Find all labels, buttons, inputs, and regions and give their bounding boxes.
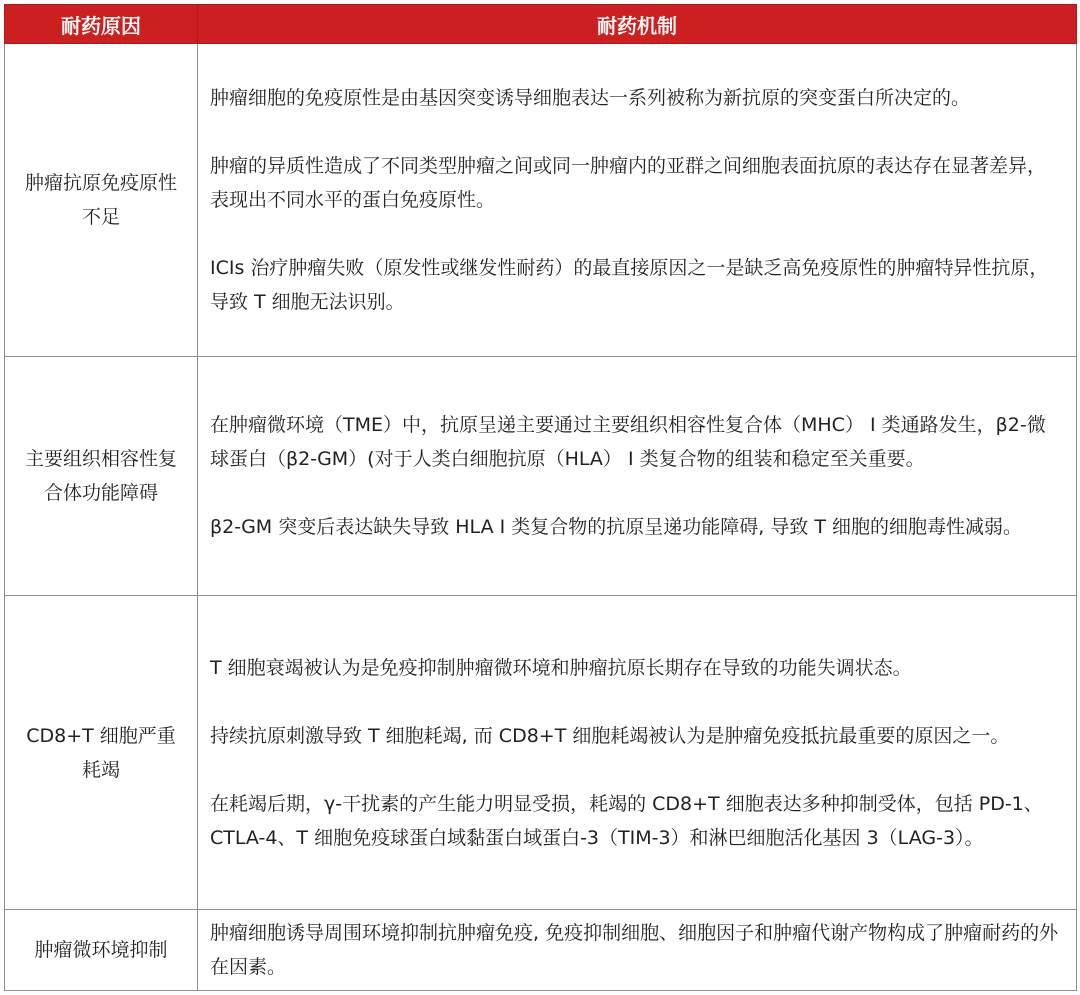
table-row — [5, 357, 1077, 596]
resistance-table — [4, 4, 1077, 991]
mechanism-cell — [198, 44, 1077, 357]
reason-cell: 肿瘤微环境抑制 — [5, 910, 198, 991]
mechanism-paragraph: 在肿瘤微环境（TME）中，抗原呈递主要通过主要组织相容性复合体（MHC） I 类通路发生，β2-微球蛋白（β2-GM）(对于人类白细胞抗原（HLA） I 类复合物的组装和稳定至关重要。 — [210, 414, 1046, 470]
mechanism-paragraph: 在耗竭后期，γ-干扰素的产生能力明显受损，耗竭的 CD8+T 细胞表达多种抑制受体，包括 PD-1、CTLA-4、T 细胞免疫球蛋白域黏蛋白域蛋白-3（TIM-3）和淋巴细胞活化基因 3（LAG-3）。 — [210, 792, 1043, 849]
mechanism-cell — [198, 910, 1077, 991]
reason-cell: 主要组织相容性复合体功能障碍 — [5, 357, 198, 596]
mechanism-paragraph: T 细胞衰竭被认为是免疫抑制肿瘤微环境和肿瘤抗原长期存在导致的功能失调状态。 — [210, 656, 912, 679]
mechanism-paragraph: 肿瘤细胞的免疫原性是由基因突变诱导细胞表达一系列被称为新抗原的突变蛋白所决定的。 — [210, 87, 971, 109]
reason-cell: 肿瘤抗原免疫原性不足 — [5, 44, 198, 357]
mechanism-paragraph: ICIs 治疗肿瘤失败（原发性或继发性耐药）的最直接原因之一是缺乏高免疫原性的肿瘤特异性抗原，导致 T 细胞无法识别。 — [210, 257, 1049, 313]
mechanism-cell — [198, 357, 1077, 596]
mechanism-cell — [198, 596, 1077, 910]
table-row — [5, 44, 1077, 357]
mechanism-paragraph: β2-GM 突变后表达缺失导致 HLA I 类复合物的抗原呈递功能障碍, 导致 T 细胞的细胞毒性减弱。 — [210, 516, 1023, 538]
header-reason: 耐药原因 — [5, 5, 198, 44]
mechanism-paragraph: 肿瘤细胞诱导周围环境抑制抗肿瘤免疫, 免疫抑制细胞、细胞因子和肿瘤代谢产物构成了肿瘤耐药的外在因素。 — [210, 922, 1059, 978]
mechanism-paragraph: 肿瘤的异质性造成了不同类型肿瘤之间或同一肿瘤内的亚群之间细胞表面抗原的表达存在显著差异，表现出不同水平的蛋白免疫原性。 — [210, 155, 1047, 211]
mechanism-paragraph: 持续抗原刺激导致 T 细胞耗竭, 而 CD8+T 细胞耗竭被认为是肿瘤免疫抵抗最重要的原因之一。 — [210, 724, 1010, 747]
table-row — [5, 910, 1077, 991]
table-header-row — [5, 5, 1077, 44]
header-mechanism: 耐药机制 — [198, 5, 1077, 44]
table-row — [5, 596, 1077, 910]
reason-cell: CD8+T 细胞严重耗竭 — [5, 596, 198, 910]
